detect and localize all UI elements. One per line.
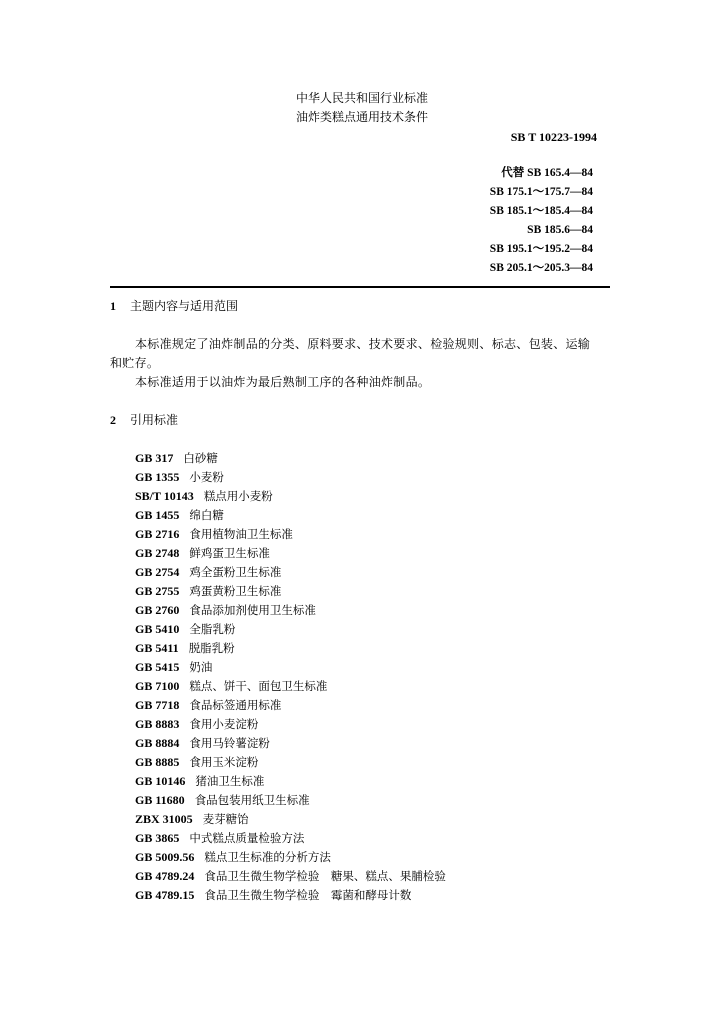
section-number: 1 (110, 299, 116, 313)
reference-code: GB 2760 (135, 603, 180, 617)
reference-code: GB 317 (135, 451, 174, 465)
reference-code: GB 8883 (135, 717, 180, 731)
list-item (135, 867, 446, 886)
list-item (135, 848, 446, 867)
reference-name: 食用植物油卫生标准 (189, 527, 293, 541)
reference-name: 食用玉米淀粉 (189, 755, 259, 769)
list-item (135, 791, 446, 810)
list-item (135, 468, 446, 487)
reference-code: GB 11680 (135, 793, 185, 807)
reference-name: 食用小麦淀粉 (189, 717, 259, 731)
list-item (135, 487, 446, 506)
reference-name: 脱脂乳粉 (188, 641, 235, 655)
reference-name: 食用马铃薯淀粉 (189, 736, 270, 750)
reference-code: GB 2754 (135, 565, 180, 579)
reference-name: 食品添加剂使用卫生标准 (189, 603, 316, 617)
standard-code: SB T 10223-1994 (510, 130, 597, 144)
section-heading-1 (110, 298, 238, 314)
list-item (135, 601, 446, 620)
list-item (135, 563, 446, 582)
section-heading-2 (110, 412, 178, 428)
reference-name: 糕点、饼干、面包卫生标准 (189, 679, 328, 693)
replaced-standard: 代替 SB 165.4—84 (501, 167, 593, 179)
list-item (135, 525, 446, 544)
reference-code: GB 4789.24 (135, 869, 195, 883)
reference-name: 食品卫生微生物学检验 糖果、糕点、果脯检验 (204, 869, 446, 883)
reference-name: 食品包装用纸卫生标准 (194, 793, 310, 807)
reference-code: GB 5411 (135, 641, 179, 655)
list-item (135, 696, 446, 715)
replaced-standard: SB 185.6—84 (527, 224, 593, 236)
list-item (135, 753, 446, 772)
list-item (135, 658, 446, 677)
applicability-paragraph: 本标准适用于以油炸为最后熟制工序的各种油炸制品。 (135, 375, 431, 389)
reference-name: 白砂糖 (183, 451, 218, 465)
reference-name: 猪油卫生标准 (195, 774, 265, 788)
reference-code: GB 2716 (135, 527, 180, 541)
section-title: 主题内容与适用范围 (130, 299, 239, 313)
list-item (135, 886, 446, 905)
list-item (135, 677, 446, 696)
reference-name: 鸡蛋黄粉卫生标准 (189, 584, 282, 598)
reference-code: SB/T 10143 (135, 489, 194, 503)
reference-code: GB 8885 (135, 755, 180, 769)
reference-code: GB 1455 (135, 508, 180, 522)
reference-name: 奶油 (189, 660, 213, 674)
reference-code: GB 7100 (135, 679, 180, 693)
reference-code: GB 2755 (135, 584, 180, 598)
reference-name: 食品标签通用标准 (189, 698, 282, 712)
section-title: 引用标准 (130, 413, 179, 427)
replaced-standards (373, 164, 593, 278)
reference-name: 麦芽糖饴 (202, 812, 249, 826)
list-item (135, 506, 446, 525)
document-title: 油炸类糕点通用技术条件 (295, 110, 428, 124)
reference-code: GB 5415 (135, 660, 180, 674)
reference-code: GB 8884 (135, 736, 180, 750)
scope-paragraph: 本标准规定了油炸制品的分类、原料要求、技术要求、检验规则、标志、包装、运输和贮存。 (110, 337, 591, 370)
reference-code: GB 4789.15 (135, 888, 195, 902)
list-item (135, 715, 446, 734)
reference-code: GB 1355 (135, 470, 180, 484)
reference-name: 绵白糖 (189, 508, 224, 522)
replaced-standard: SB 195.1～195.2—84 (489, 243, 593, 255)
list-item (135, 449, 446, 468)
list-item (135, 582, 446, 601)
reference-name: 鸡全蛋粉卫生标准 (189, 565, 282, 579)
section-number: 2 (110, 413, 116, 427)
list-item (135, 620, 446, 639)
list-item (135, 734, 446, 753)
reference-name: 鲜鸡蛋卫生标准 (189, 546, 270, 560)
list-item (135, 772, 446, 791)
reference-name: 糕点用小麦粉 (203, 489, 273, 503)
reference-name: 中式糕点质量检验方法 (189, 831, 305, 845)
list-item (135, 639, 446, 658)
reference-list (135, 449, 446, 905)
reference-code: GB 10146 (135, 774, 186, 788)
replaced-standard: SB 205.1～205.3—84 (489, 262, 593, 274)
reference-name: 食品卫生微生物学检验 霉菌和酵母计数 (204, 888, 412, 902)
reference-code: GB 3865 (135, 831, 180, 845)
reference-code: GB 7718 (135, 698, 180, 712)
reference-name: 小麦粉 (189, 470, 224, 484)
reference-code: GB 5410 (135, 622, 180, 636)
reference-name: 糕点卫生标准的分析方法 (204, 850, 331, 864)
replaced-standard: SB 175.1～175.7—84 (489, 186, 593, 198)
list-item (135, 544, 446, 563)
header-divider (110, 286, 610, 288)
document-category-title: 中华人民共和国行业标准 (295, 91, 428, 105)
reference-code: GB 5009.56 (135, 850, 195, 864)
list-item (135, 829, 446, 848)
reference-code: GB 2748 (135, 546, 180, 560)
replaced-standard: SB 185.1～185.4—84 (489, 205, 593, 217)
list-item (135, 810, 446, 829)
reference-name: 全脂乳粉 (189, 622, 236, 636)
reference-code: ZBX 31005 (135, 812, 193, 826)
